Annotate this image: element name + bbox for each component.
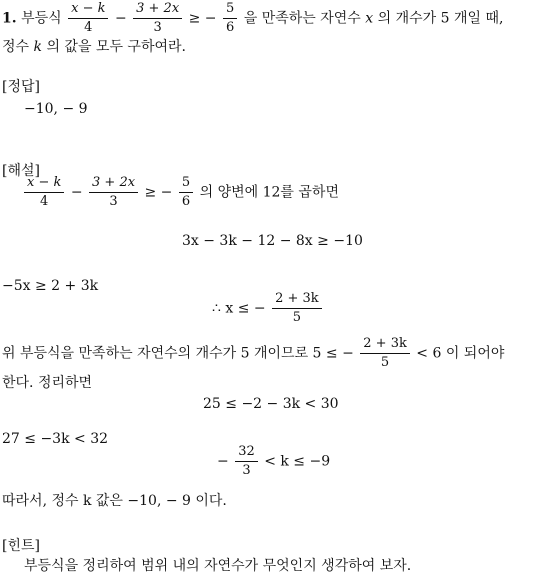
fraction: $\frac{2 + 3k}{5}$ bbox=[360, 337, 410, 370]
fraction: $\frac{5}{6}$ bbox=[223, 2, 237, 35]
solution-step-7: 27 ≤ −3k < 32 bbox=[2, 431, 109, 447]
solution-step-1: $\frac{x - k}{4}$ − $\frac{3 + 2x}{3}$ ≥ − $\frac{5}{6}$ 의 양변에 12를 곱하면 bbox=[22, 176, 339, 209]
fraction: $\frac{x - k}{4}$ bbox=[68, 2, 108, 35]
fraction: $\frac{2 + 3k}{5}$ bbox=[272, 292, 322, 325]
fraction: $\frac{3 + 2x}{3}$ bbox=[89, 176, 138, 209]
fraction: $\frac{3 + 2x}{3}$ bbox=[133, 2, 182, 35]
problem-line-1: 1. 부등식 $\frac{x - k}{4}$ − $\frac{3 + 2x}{3}$ ≥ − $\frac{5}{6}$ 을 만족하는 자연수 x 의 개수가 5 개일 때, bbox=[2, 1, 504, 35]
problem-number: 1. bbox=[2, 10, 17, 27]
solution-step-8: − $\frac{32}{3}$ < k ≤ −9 bbox=[217, 444, 331, 478]
hint-header: [힌트] bbox=[2, 538, 40, 554]
solution-step-5-cont: 한다. 정리하면 bbox=[2, 375, 93, 391]
fraction: $\frac{5}{6}$ bbox=[179, 176, 193, 209]
fraction: $\frac{32}{3}$ bbox=[235, 445, 258, 478]
hint-text: 부등식을 정리하여 범위 내의 자연수가 무엇인지 생각하여 보자. bbox=[24, 558, 412, 574]
answer-value: −10, − 9 bbox=[24, 101, 88, 117]
solution-step-5: 위 부등식을 만족하는 자연수의 개수가 5 개이므로 5 ≤ − $\frac{2 + 3k}{5}$ < 6 이 되어야 bbox=[2, 336, 505, 370]
problem-intro: 부등식 bbox=[21, 10, 62, 27]
fraction: $\frac{x - k}{4}$ bbox=[24, 176, 64, 209]
solution-conclusion: 따라서, 정수 k 값은 −10, − 9 이다. bbox=[2, 493, 227, 509]
solution-step-2: 3x − 3k − 12 − 8x ≥ −10 bbox=[182, 233, 363, 249]
solution-header: [해설] bbox=[2, 163, 40, 179]
answer-header: [정답] bbox=[2, 79, 40, 95]
solution-step-6: 25 ≤ −2 − 3k < 30 bbox=[203, 396, 339, 412]
solution-step-3: −5x ≥ 2 + 3k bbox=[2, 278, 99, 294]
problem-line-2: 정수 k 의 값을 모두 구하여라. bbox=[2, 39, 186, 55]
solution-step-4: ∴ x ≤ − $\frac{2 + 3k}{5}$ bbox=[212, 292, 324, 325]
